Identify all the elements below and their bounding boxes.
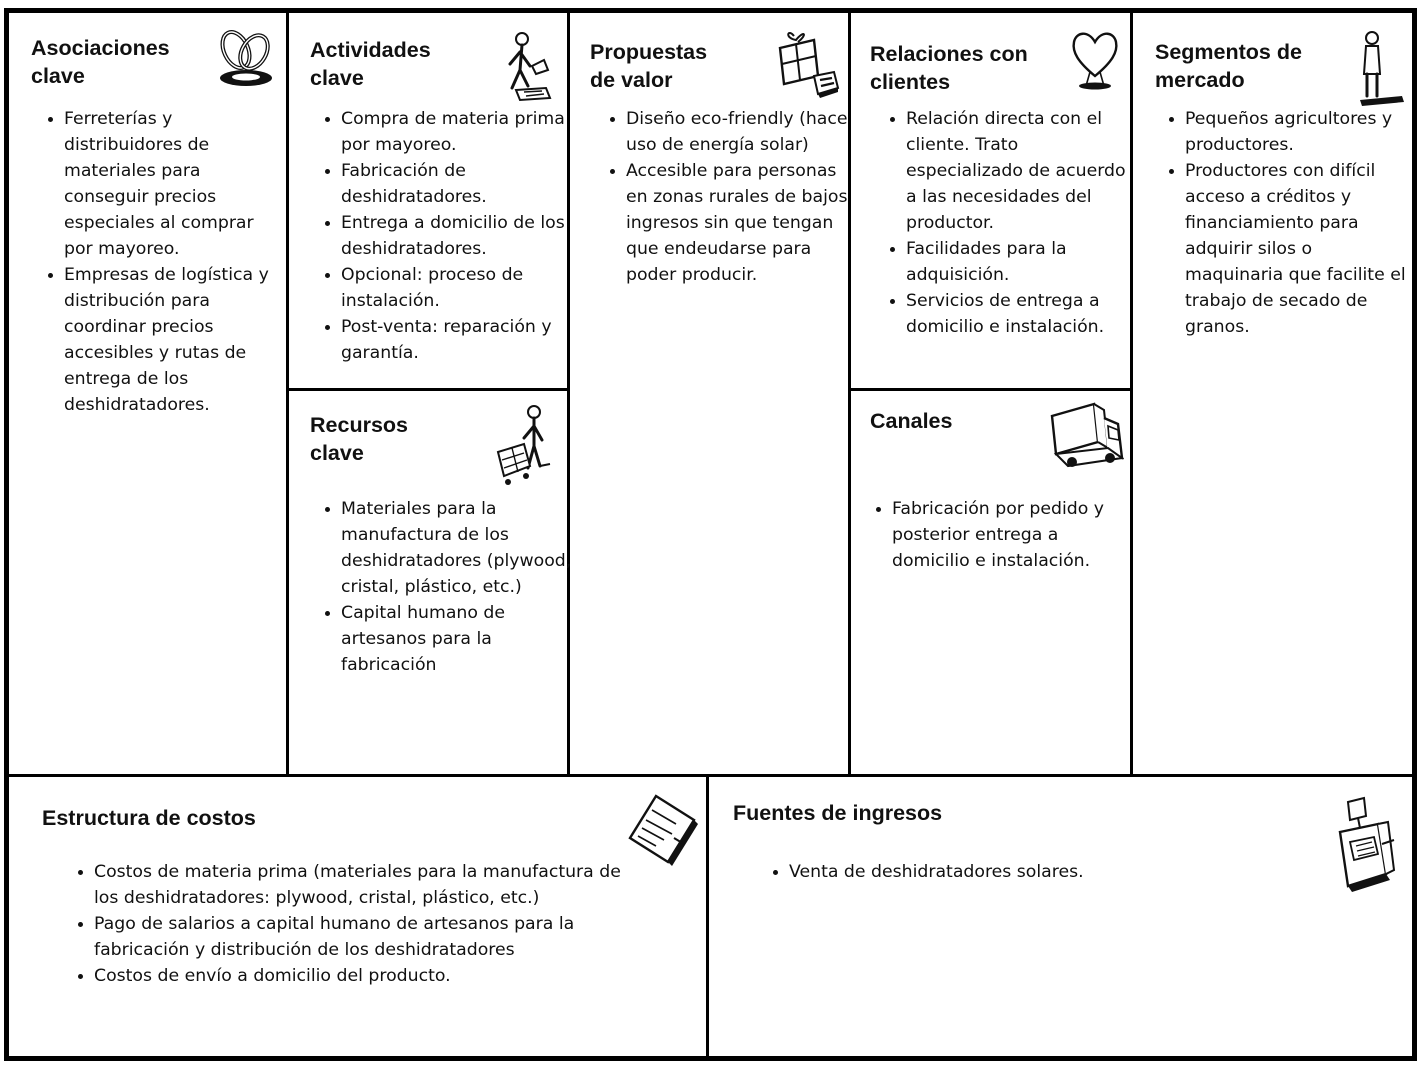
divider bbox=[286, 12, 289, 776]
list-item: • Accesible para personas en zonas rurales de bajos ingresos sin que tengan que endeudarse para poder producir. bbox=[626, 158, 848, 288]
customer-relationships-title: Relaciones con clientes bbox=[870, 42, 1028, 94]
value-propositions-list bbox=[603, 106, 848, 288]
list-item: • Empresas de logística y distribución para coordinar precios accesibles y rutas de entrega de los deshidratadores. bbox=[64, 262, 286, 418]
list-item: • Fabricación de deshidratadores. bbox=[341, 158, 573, 210]
list-item: • Post-venta: reparación y garantía. bbox=[341, 314, 573, 366]
customer-segments-title: Segmentos de mercado bbox=[1155, 40, 1302, 92]
key-partners-list bbox=[41, 106, 286, 418]
divider bbox=[706, 775, 709, 1059]
revenue-streams-title: Fuentes de ingresos bbox=[733, 801, 943, 825]
cost-structure-list bbox=[71, 859, 624, 989]
divider bbox=[287, 388, 569, 391]
list-item: • Costos de envío a domicilio del producto. bbox=[94, 963, 624, 989]
person-with-cart-icon bbox=[494, 402, 556, 490]
channels-list bbox=[869, 496, 1138, 574]
heart-icon bbox=[1070, 28, 1120, 92]
list-item: • Capital humano de artesanos para la fabricación bbox=[341, 600, 573, 678]
list-item: • Opcional: proceso de instalación. bbox=[341, 262, 573, 314]
list-item: • Diseño eco-friendly (hace uso de energía solar) bbox=[626, 106, 848, 158]
channels-title: Canales bbox=[870, 409, 953, 433]
revenue-streams-list bbox=[766, 859, 1309, 885]
customer-relationships-list bbox=[883, 106, 1138, 340]
list-item: • Ferreterías y distribuidores de materiales para conseguir precios especiales al comprar por mayoreo. bbox=[64, 106, 286, 262]
list-item: • Relación directa con el cliente. Trato especializado de acuerdo a las necesidades del productor. bbox=[906, 106, 1138, 236]
delivery-truck-icon bbox=[1048, 402, 1124, 472]
list-item: • Fabricación por pedido y posterior entrega a domicilio e instalación. bbox=[892, 496, 1138, 574]
invoice-paper-icon bbox=[624, 794, 702, 866]
key-activities-title: Actividades clave bbox=[310, 38, 431, 90]
divider bbox=[849, 388, 1131, 391]
cash-register-icon bbox=[1334, 794, 1398, 894]
list-item: • Servicios de entrega a domicilio e instalación. bbox=[906, 288, 1138, 340]
key-resources-list bbox=[318, 496, 573, 678]
cost-structure-title: Estructura de costos bbox=[42, 806, 256, 830]
person-working-icon bbox=[498, 30, 556, 102]
key-resources-title: Recursos clave bbox=[310, 413, 408, 465]
chain-links-icon bbox=[210, 26, 276, 90]
key-partners-title: Asociaciones clave bbox=[31, 36, 170, 88]
customer-segments-list bbox=[1162, 106, 1415, 340]
list-item: • Compra de materia prima por mayoreo. bbox=[341, 106, 573, 158]
key-activities-list bbox=[318, 106, 573, 366]
divider bbox=[8, 774, 1413, 777]
list-item: • Materiales para la manufactura de los deshidratadores (plywood, cristal, plástico, etc.) bbox=[341, 496, 573, 600]
list-item: • Pequeños agricultores y productores. bbox=[1185, 106, 1415, 158]
list-item: • Costos de materia prima (materiales para la manufactura de los deshidratadores: plywood, cristal, plástico, etc.) bbox=[94, 859, 624, 911]
list-item: • Entrega a domicilio de los deshidratadores. bbox=[341, 210, 573, 262]
value-propositions-title: Propuestas de valor bbox=[590, 40, 708, 92]
list-item: • Venta de deshidratadores solares. bbox=[789, 859, 1309, 885]
gift-package-icon bbox=[774, 26, 840, 100]
list-item: • Pago de salarios a capital humano de artesanos para la fabricación y distribución de los deshidratadores bbox=[94, 911, 624, 963]
list-item: • Productores con difícil acceso a créditos y financiamiento para adquirir silos o maquinaria que facilite el trabajo de secado de granos. bbox=[1185, 158, 1415, 340]
standing-person-icon bbox=[1352, 28, 1408, 106]
divider bbox=[848, 12, 851, 776]
list-item: • Facilidades para la adquisición. bbox=[906, 236, 1138, 288]
